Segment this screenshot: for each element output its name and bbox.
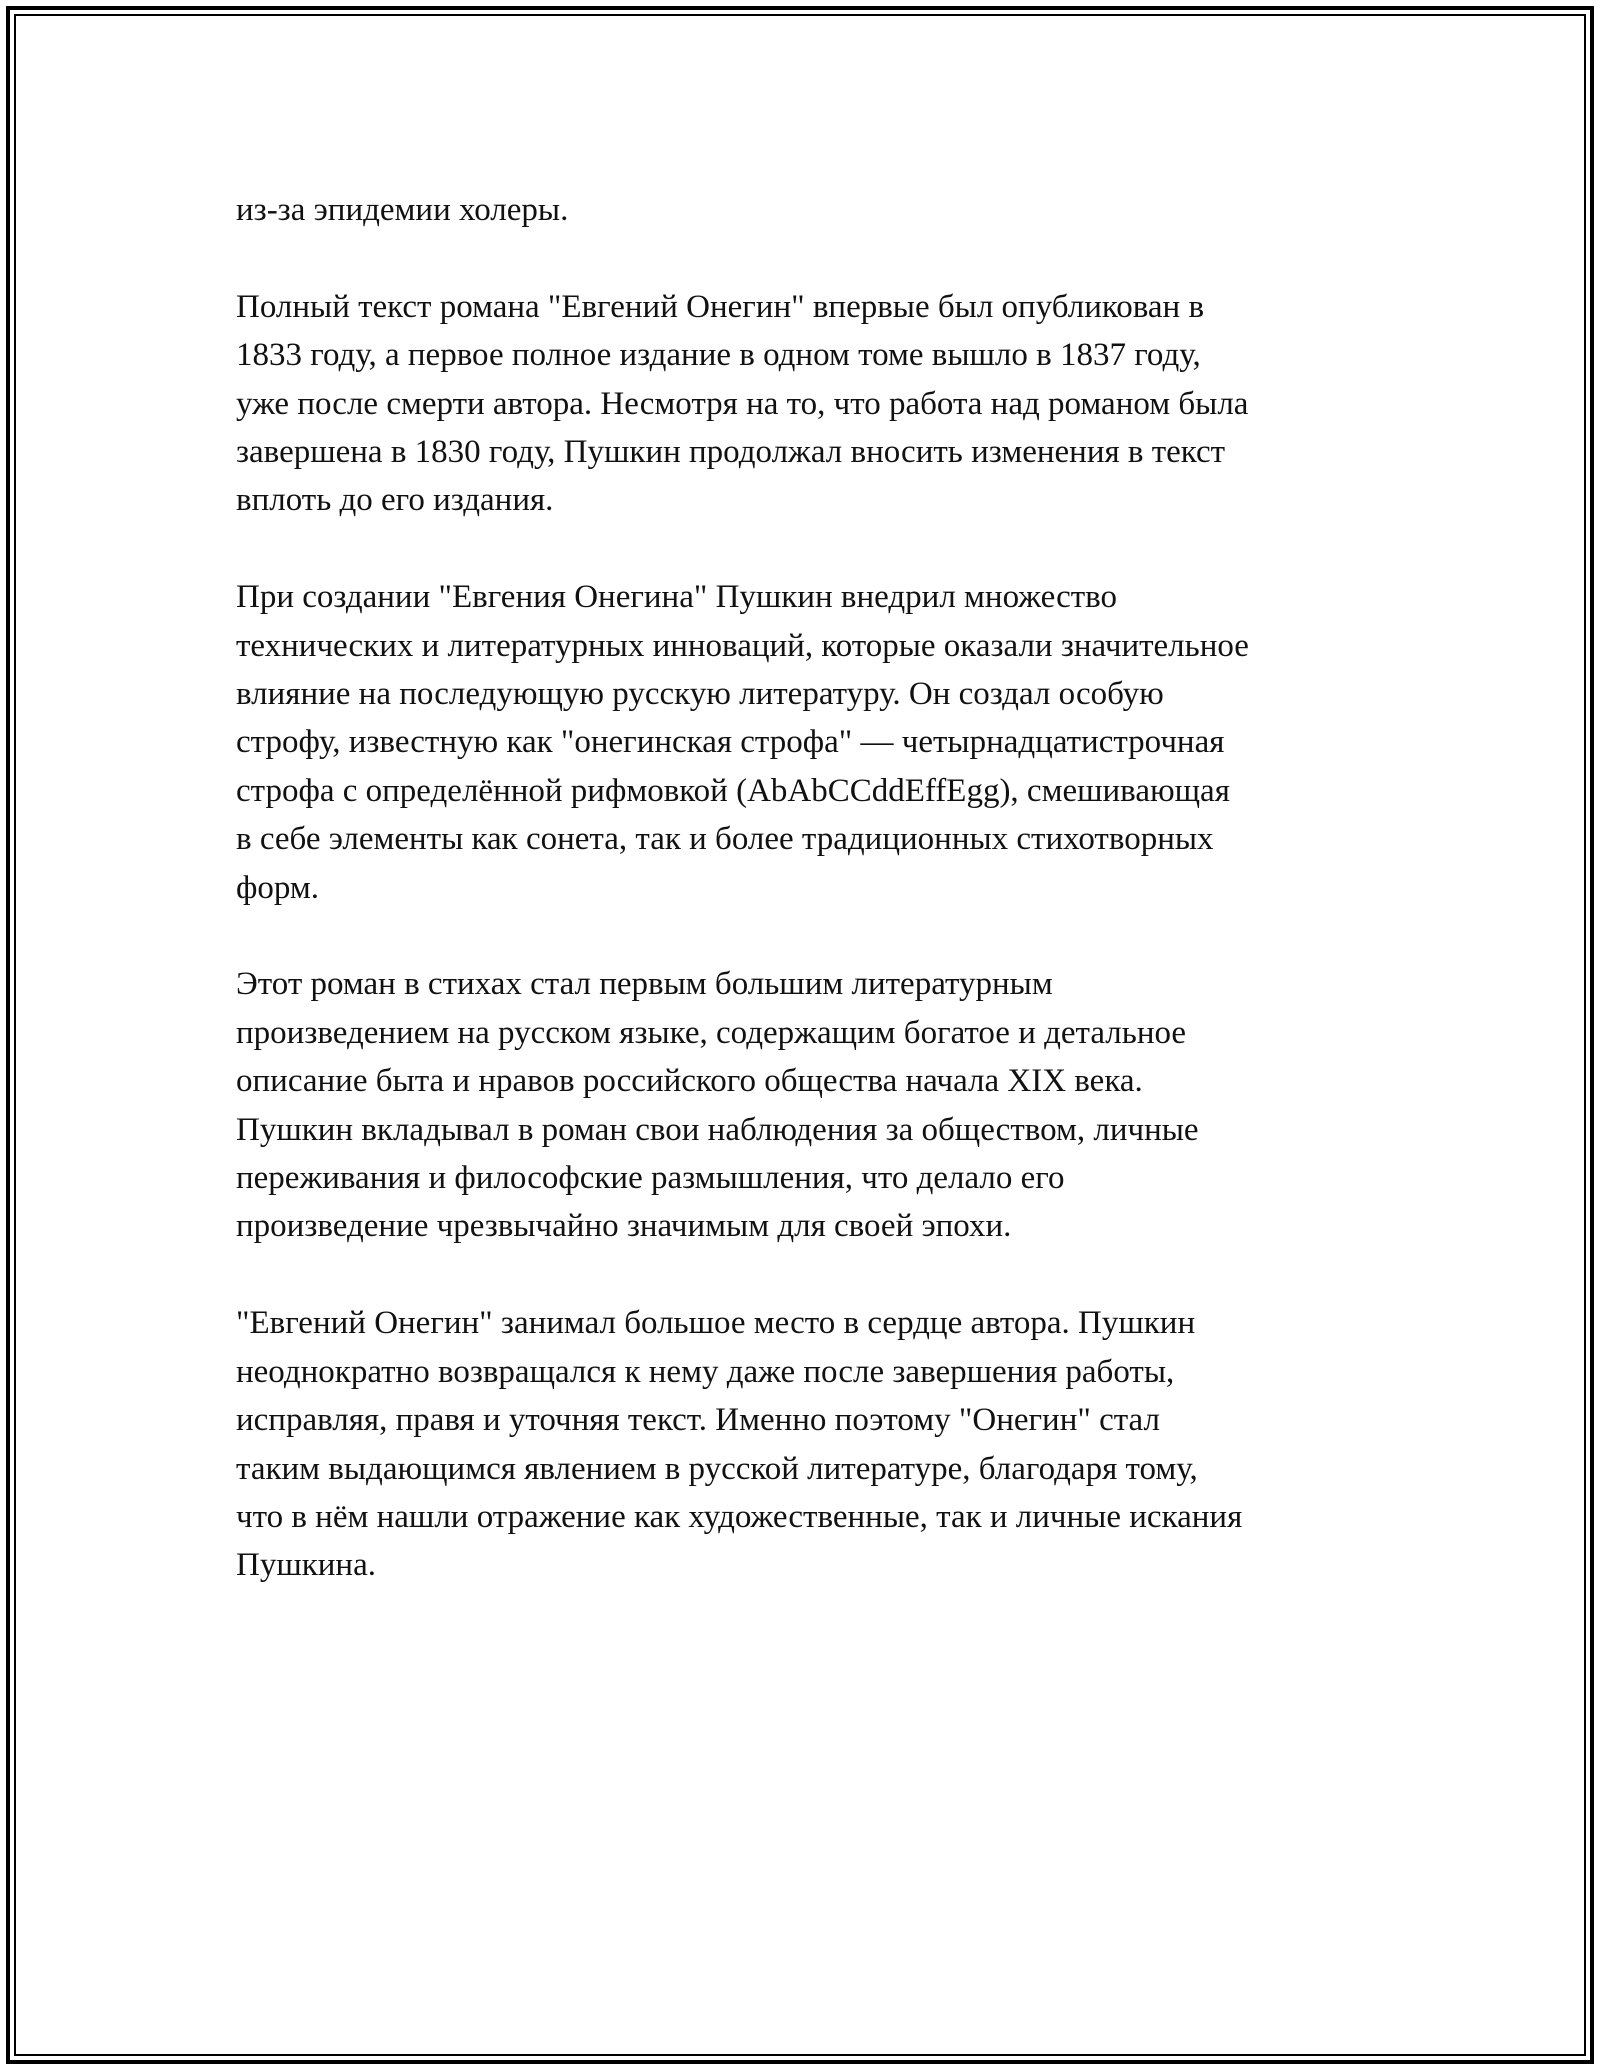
paragraph-onegin-stanza: При создании "Евгения Онегина" Пушкин внедрил множество технических и литературных инноваций, которые оказали значительное влияние на последующую русскую литературу. Он создал особую строфу, известную как "онегинская строфа" — четырнадцатистрочная строфа с определённой рифмовкой (AbAbCCddEffEgg), смешивающая в себе элементы как сонета, так и более традиционных стихотворных форм. — [236, 579, 1249, 906]
document-body — [236, 186, 1396, 1590]
paragraph-cholera-epidemic: из-за эпидемии холеры. — [236, 192, 569, 228]
paragraph-publication-history: Полный текст романа "Евгений Онегин" впервые был опубликован в 1833 году, а первое полное издание в одном томе вышло в 1837 году, уже после смерти автора. Несмотря на то, что работа над романом была завершена в 1830 году, Пушкин продолжал вносить изменения в текст вплоть до его издания. — [236, 288, 1249, 519]
paragraph-first-great-novel: Этот роман в стихах стал первым большим литературным произведением на русском языке, содержащим богатое и детальное описание быта и нравов российского общества начала XIX века. Пушкин вкладывал в роман свои наблюдения за обществом, личные переживания и философские размышления, что делало его произведение чрезвычайно значимым для своей эпохи. — [236, 966, 1199, 1245]
paragraph-author-attachment: "Евгений Онегин" занимал большое место в сердце автора. Пушкин неоднократно возвращался к нему даже после завершения работы, исправляя, правя и уточняя текст. Именно поэтому "Онегин" стал таким выдающимся явлением в русской литературе, благодаря тому, что в нём нашли отражение как художественные, так и личные искания Пушкина. — [236, 1305, 1243, 1584]
